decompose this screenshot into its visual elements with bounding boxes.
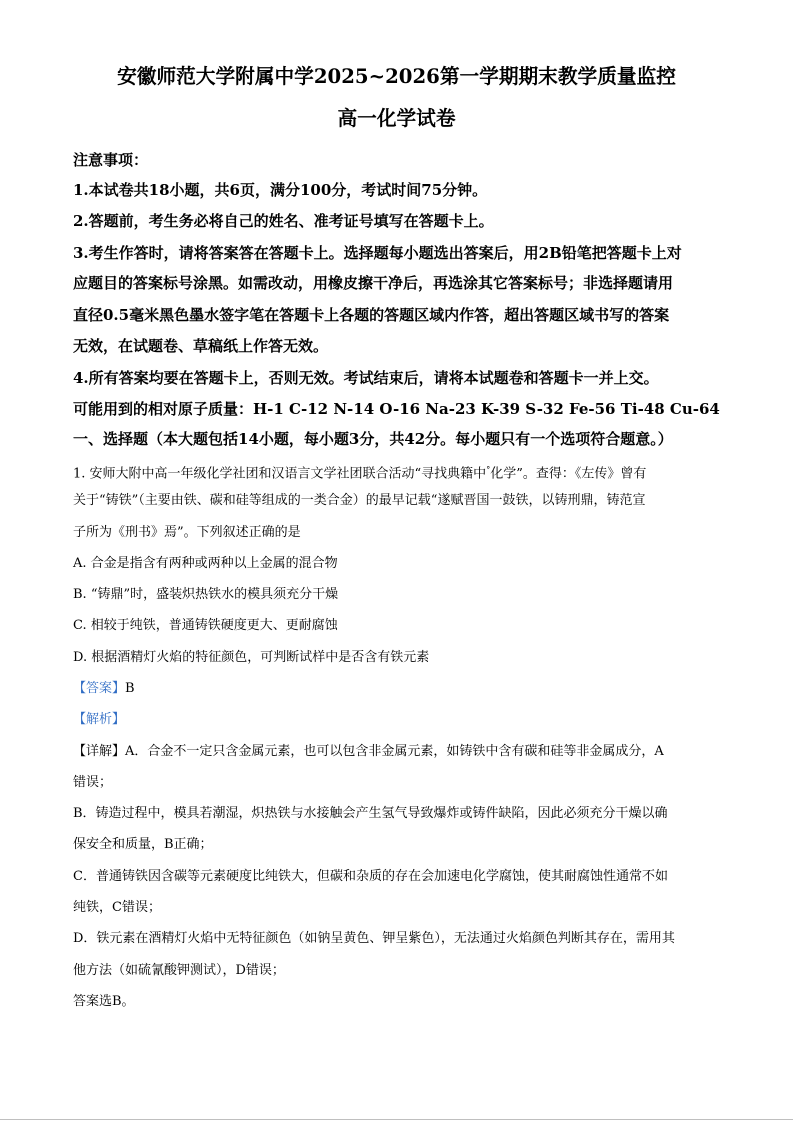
- exam-title: 安徽师范大学附属中学2025~2026第一学期期末教学质量监控: [117, 64, 676, 88]
- answer-tag: 【答案】: [73, 681, 126, 696]
- detail-b-line-1: B．铸造过程中，模具若潮湿，炽热铁与水接触会产生氢气导致爆炸或铸件缺陷，因此必须充分干燥以确: [73, 806, 668, 821]
- notice-item-3-line-3: 直径0.5毫米黑色墨水签字笔在答题卡上各题的答题区域内作答，超出答题区域书写的答案: [73, 306, 670, 324]
- detail-a-line-2: 错误；: [73, 775, 113, 790]
- stray-mark: °: [486, 465, 491, 474]
- detail-d-line-2: 他方法（如硫氰酸钾测试），D错误；: [73, 963, 285, 978]
- option-c: C. 相较于纯铁，普通铸铁硬度更大、更耐腐蚀: [73, 618, 338, 633]
- section-heading: 一、选择题（本大题包括14小题，每小题3分，共42分。每小题只有一个选项符合题意。）: [73, 430, 673, 448]
- notice-item-2: 2.答题前，考生务必将自己的姓名、准考证号填写在答题卡上。: [73, 212, 494, 230]
- answer-conclusion: 答案选B。: [73, 994, 135, 1009]
- detail-c-line-1: C．普通铸铁因含碳等元素硬度比纯铁大，但碳和杂质的存在会加速电化学腐蚀，使其耐腐蚀性通常不如: [73, 869, 668, 884]
- detail-d-line-1: D．铁元素在酒精灯火焰中无特征颜色（如钠呈黄色、钾呈紫色），无法通过火焰颜色判断其存在，需用其: [73, 931, 675, 946]
- option-d: D. 根据酒精灯火焰的特征颜色，可判断试样中是否含有铁元素: [73, 650, 430, 665]
- detail-c-line-2: 纯铁，C错误；: [73, 900, 161, 915]
- notice-item-4: 4.所有答案均要在答题卡上，否则无效。考试结束后，请将本试题卷和答题卡一并上交。: [73, 369, 659, 387]
- option-a: A. 合金是指含有两种或两种以上金属的混合物: [73, 556, 338, 571]
- page-bottom-rule: [0, 1119, 793, 1120]
- question-stem-part-a: 1. 安师大附中高一年级化学社团和汉语言文学社团联合活动“寻找典籍中: [73, 466, 487, 482]
- answer-value: B: [125, 681, 135, 696]
- answer-line: [73, 680, 135, 698]
- option-b: B. “铸鼎”时，盛装炽热铁水的模具须充分干燥: [73, 587, 339, 602]
- analysis-tag: 【解析】: [73, 712, 126, 727]
- notice-item-3-line-4: 无效，在试题卷、草稿纸上作答无效。: [73, 337, 329, 355]
- atomic-mass-line: 可能用到的相对原子质量：H-1 C-12 N-14 O-16 Na-23 K-39 S-32 Fe-56 Ti-48 Cu-64: [73, 400, 720, 418]
- detail-a-line-1: [73, 743, 664, 761]
- notice-item-3-line-2: 应题目的答案标号涂黑。如需改动，用橡皮擦干净后，再选涂其它答案标号；非选择题请用: [73, 274, 674, 292]
- question-stem-line-1: [73, 461, 646, 483]
- notice-item-3-line-1: 3.考生作答时，请将答案答在答题卡上。选择题每小题选出答案后，用2B铅笔把答题卡上对: [73, 244, 682, 262]
- notice-item-1: 1.本试卷共18小题，共6页，满分100分，考试时间75分钟。: [73, 181, 488, 199]
- question-stem-part-b: 化学”。查得：《左传》曾有: [490, 466, 647, 482]
- question-stem-line-3: 子所为《刑书》焉”。下列叙述正确的是: [73, 525, 301, 540]
- detail-tag: 【详解】: [73, 744, 126, 759]
- detail-a-text: A．合金不一定只含金属元素，也可以包含非金属元素，如铸铁中含有碳和硅等非金属成分，A: [125, 744, 664, 759]
- question-stem-line-2: 关于“铸铁”（主要由铁、碳和硅等组成的一类合金）的最早记载“遂赋晋国一鼓铁，以铸刑鼎，铸范宣: [73, 493, 646, 508]
- exam-subtitle: 高一化学试卷: [337, 106, 456, 130]
- notice-heading: 注意事项：: [73, 151, 149, 169]
- detail-b-line-2: 保安全和质量，B正确；: [73, 837, 213, 852]
